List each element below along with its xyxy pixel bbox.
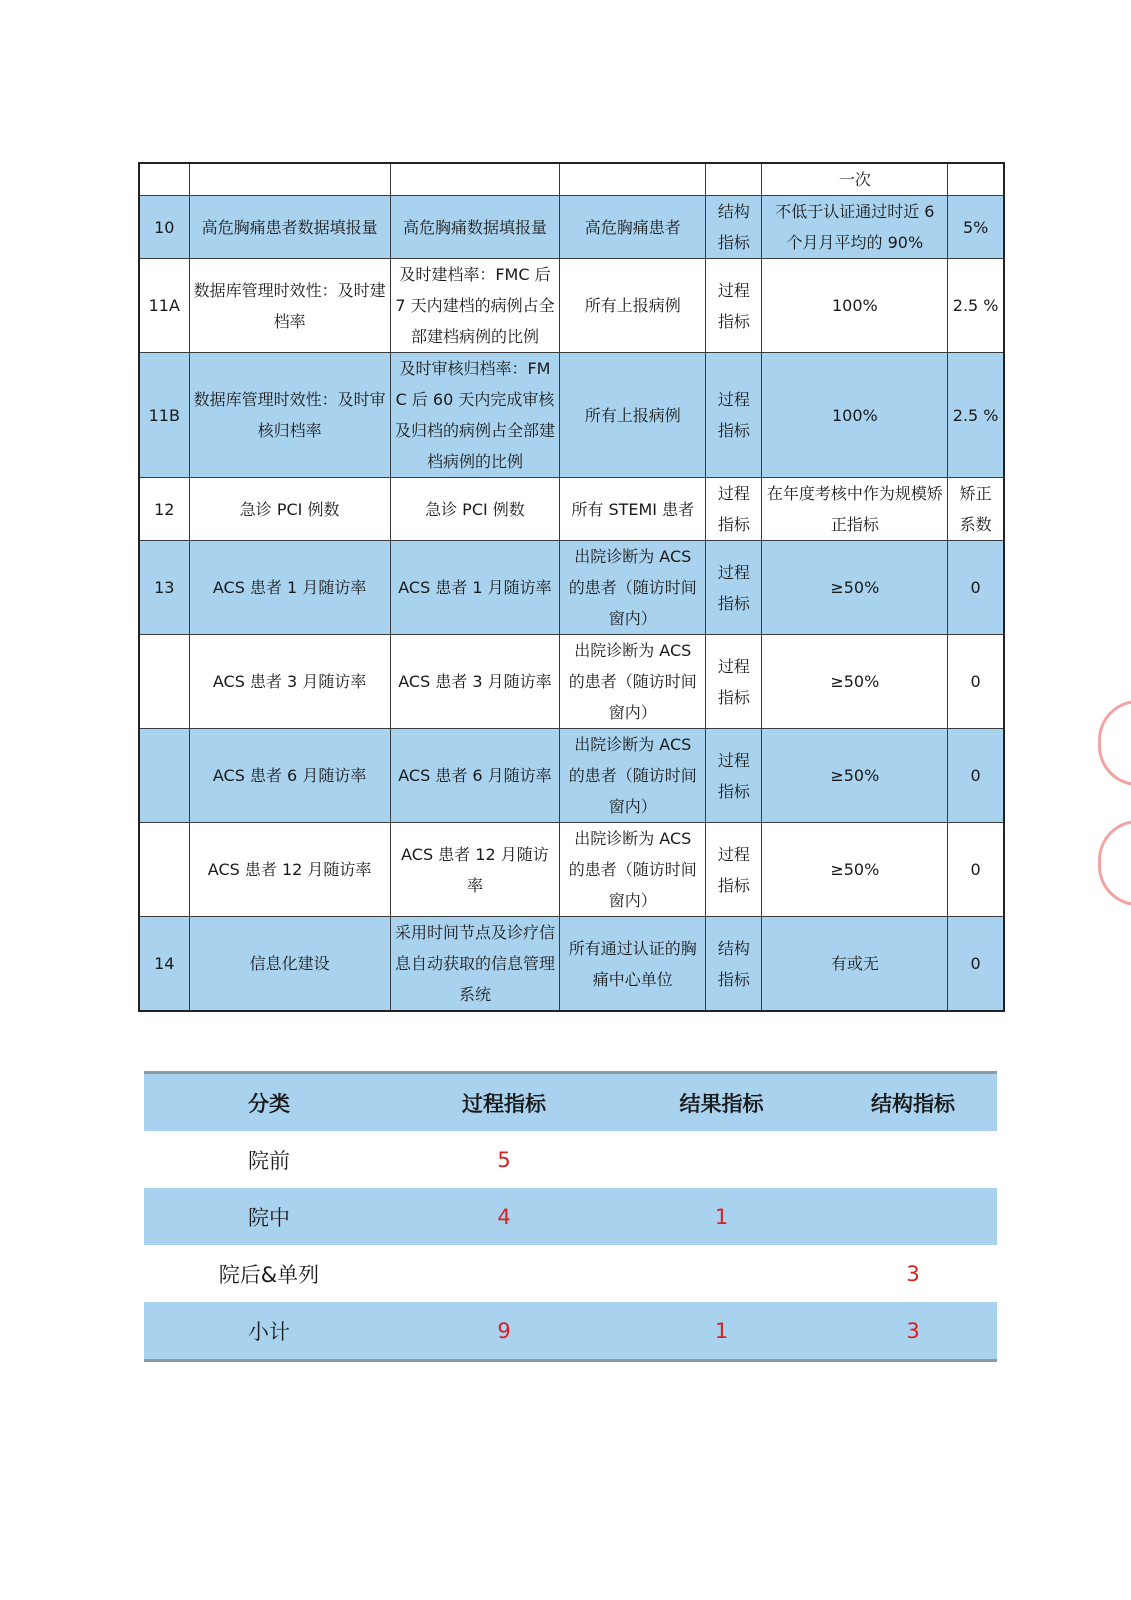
indicator-row (139, 823, 1004, 917)
indicator-type-cell: 过程指标 (706, 478, 762, 541)
target-population-cell: 所有上报病例 (560, 353, 706, 478)
row-number-cell (139, 163, 189, 196)
target-value-cell: ≥50% (762, 729, 948, 823)
indicator-definition-cell: 急诊 PCI 例数 (390, 478, 560, 541)
summary-structure-count: 3 (829, 1302, 997, 1361)
row-number-cell: 13 (139, 541, 189, 635)
target-population-cell: 高危胸痛患者 (560, 196, 706, 259)
indicator-type-cell: 结构指标 (706, 917, 762, 1012)
indicator-row (139, 259, 1004, 353)
indicator-type-cell: 过程指标 (706, 353, 762, 478)
target-value-cell: 不低于认证通过时近 6 个月月平均的 90% (762, 196, 948, 259)
red-seal-stamp-top (1098, 700, 1131, 786)
weight-cell (948, 163, 1004, 196)
indicator-row (139, 353, 1004, 478)
weight-cell: 5% (948, 196, 1004, 259)
summary-structure-count (829, 1188, 997, 1245)
summary-category: 小计 (144, 1302, 394, 1361)
row-number-cell (139, 729, 189, 823)
indicator-table (138, 162, 1005, 1012)
summary-row (144, 1245, 997, 1302)
summary-subtotal-row (144, 1302, 997, 1361)
indicator-definition-cell: 高危胸痛数据填报量 (390, 196, 560, 259)
indicator-name-cell: ACS 患者 3 月随访率 (189, 635, 390, 729)
indicator-name-cell (189, 163, 390, 196)
weight-cell: 矫正系数 (948, 478, 1004, 541)
summary-result-count (614, 1245, 829, 1302)
summary-result-count (614, 1131, 829, 1188)
target-value-cell: ≥50% (762, 823, 948, 917)
target-population-cell (560, 163, 706, 196)
summary-row (144, 1188, 997, 1245)
row-number-cell: 10 (139, 196, 189, 259)
summary-process-count: 9 (394, 1302, 614, 1361)
summary-header-category: 分类 (144, 1073, 394, 1132)
target-value-cell: ≥50% (762, 541, 948, 635)
row-number-cell (139, 635, 189, 729)
indicator-definition-cell: ACS 患者 6 月随访率 (390, 729, 560, 823)
target-population-cell: 出院诊断为 ACS 的患者（随访时间窗内） (560, 823, 706, 917)
indicator-definition-cell: 及时建档率：FMC 后 7 天内建档的病例占全部建档病例的比例 (390, 259, 560, 353)
indicator-name-cell: 数据库管理时效性：及时建档率 (189, 259, 390, 353)
indicator-type-cell (706, 163, 762, 196)
summary-structure-count (829, 1131, 997, 1188)
target-population-cell: 出院诊断为 ACS 的患者（随访时间窗内） (560, 541, 706, 635)
indicator-name-cell: ACS 患者 1 月随访率 (189, 541, 390, 635)
target-population-cell: 所有上报病例 (560, 259, 706, 353)
row-number-cell: 11B (139, 353, 189, 478)
target-population-cell: 所有通过认证的胸痛中心单位 (560, 917, 706, 1012)
summary-header-process: 过程指标 (394, 1073, 614, 1132)
summary-category: 院后&单列 (218, 1262, 320, 1287)
summary-process-count: 5 (497, 1147, 511, 1172)
indicator-definition-cell: ACS 患者 1 月随访率 (390, 541, 560, 635)
indicator-table-body (139, 163, 1004, 1011)
summary-category: 院中 (144, 1188, 394, 1245)
row-number-cell: 12 (139, 478, 189, 541)
indicator-definition-cell: 采用时间节点及诊疗信息自动获取的信息管理系统 (390, 917, 560, 1012)
summary-header-result: 结果指标 (614, 1073, 829, 1132)
indicator-type-cell: 过程指标 (706, 823, 762, 917)
indicator-row (139, 635, 1004, 729)
weight-cell: 0 (948, 823, 1004, 917)
summary-structure-count: 3 (906, 1261, 920, 1286)
indicator-row (139, 163, 1004, 196)
target-value-cell: 在年度考核中作为规模矫正指标 (762, 478, 948, 541)
indicator-name-cell: ACS 患者 12 月随访率 (189, 823, 390, 917)
red-seal-stamp-bottom (1098, 820, 1131, 906)
target-value-cell: 100% (762, 353, 948, 478)
indicator-name-cell: ACS 患者 6 月随访率 (189, 729, 390, 823)
indicator-type-cell: 过程指标 (706, 635, 762, 729)
indicator-type-cell: 结构指标 (706, 196, 762, 259)
target-value-cell: 一次 (762, 163, 948, 196)
indicator-row (139, 478, 1004, 541)
summary-row (144, 1131, 997, 1188)
indicator-definition-cell (390, 163, 560, 196)
target-population-cell: 出院诊断为 ACS 的患者（随访时间窗内） (560, 729, 706, 823)
indicator-name-cell: 信息化建设 (189, 917, 390, 1012)
row-number-cell: 14 (139, 917, 189, 1012)
summary-table (144, 1071, 997, 1362)
summary-result-count: 1 (614, 1188, 829, 1245)
target-population-cell: 出院诊断为 ACS 的患者（随访时间窗内） (560, 635, 706, 729)
indicator-name-cell: 数据库管理时效性：及时审核归档率 (189, 353, 390, 478)
target-population-cell: 所有 STEMI 患者 (560, 478, 706, 541)
summary-process-count: 4 (394, 1188, 614, 1245)
indicator-row (139, 541, 1004, 635)
weight-cell: 0 (948, 917, 1004, 1012)
indicator-definition-cell: ACS 患者 3 月随访率 (390, 635, 560, 729)
weight-cell: 2.5 % (948, 259, 1004, 353)
summary-result-count: 1 (614, 1302, 829, 1361)
indicator-name-cell: 高危胸痛患者数据填报量 (189, 196, 390, 259)
indicator-name-cell: 急诊 PCI 例数 (189, 478, 390, 541)
weight-cell: 2.5 % (948, 353, 1004, 478)
indicator-row (139, 729, 1004, 823)
indicator-type-cell: 过程指标 (706, 541, 762, 635)
indicator-row (139, 917, 1004, 1012)
summary-category: 院前 (248, 1148, 290, 1173)
row-number-cell (139, 823, 189, 917)
indicator-type-cell: 过程指标 (706, 259, 762, 353)
weight-cell: 0 (948, 635, 1004, 729)
indicator-type-cell: 过程指标 (706, 729, 762, 823)
row-number-cell: 11A (139, 259, 189, 353)
indicator-definition-cell: 及时审核归档率：FMC 后 60 天内完成审核及归档的病例占全部建档病例的比例 (390, 353, 560, 478)
indicator-definition-cell: ACS 患者 12 月随访率 (390, 823, 560, 917)
weight-cell: 0 (948, 541, 1004, 635)
summary-header-structure: 结构指标 (829, 1073, 997, 1132)
target-value-cell: 100% (762, 259, 948, 353)
target-value-cell: 有或无 (762, 917, 948, 1012)
weight-cell: 0 (948, 729, 1004, 823)
summary-header-row (144, 1073, 997, 1132)
summary-process-count (394, 1245, 614, 1302)
target-value-cell: ≥50% (762, 635, 948, 729)
indicator-row (139, 196, 1004, 259)
